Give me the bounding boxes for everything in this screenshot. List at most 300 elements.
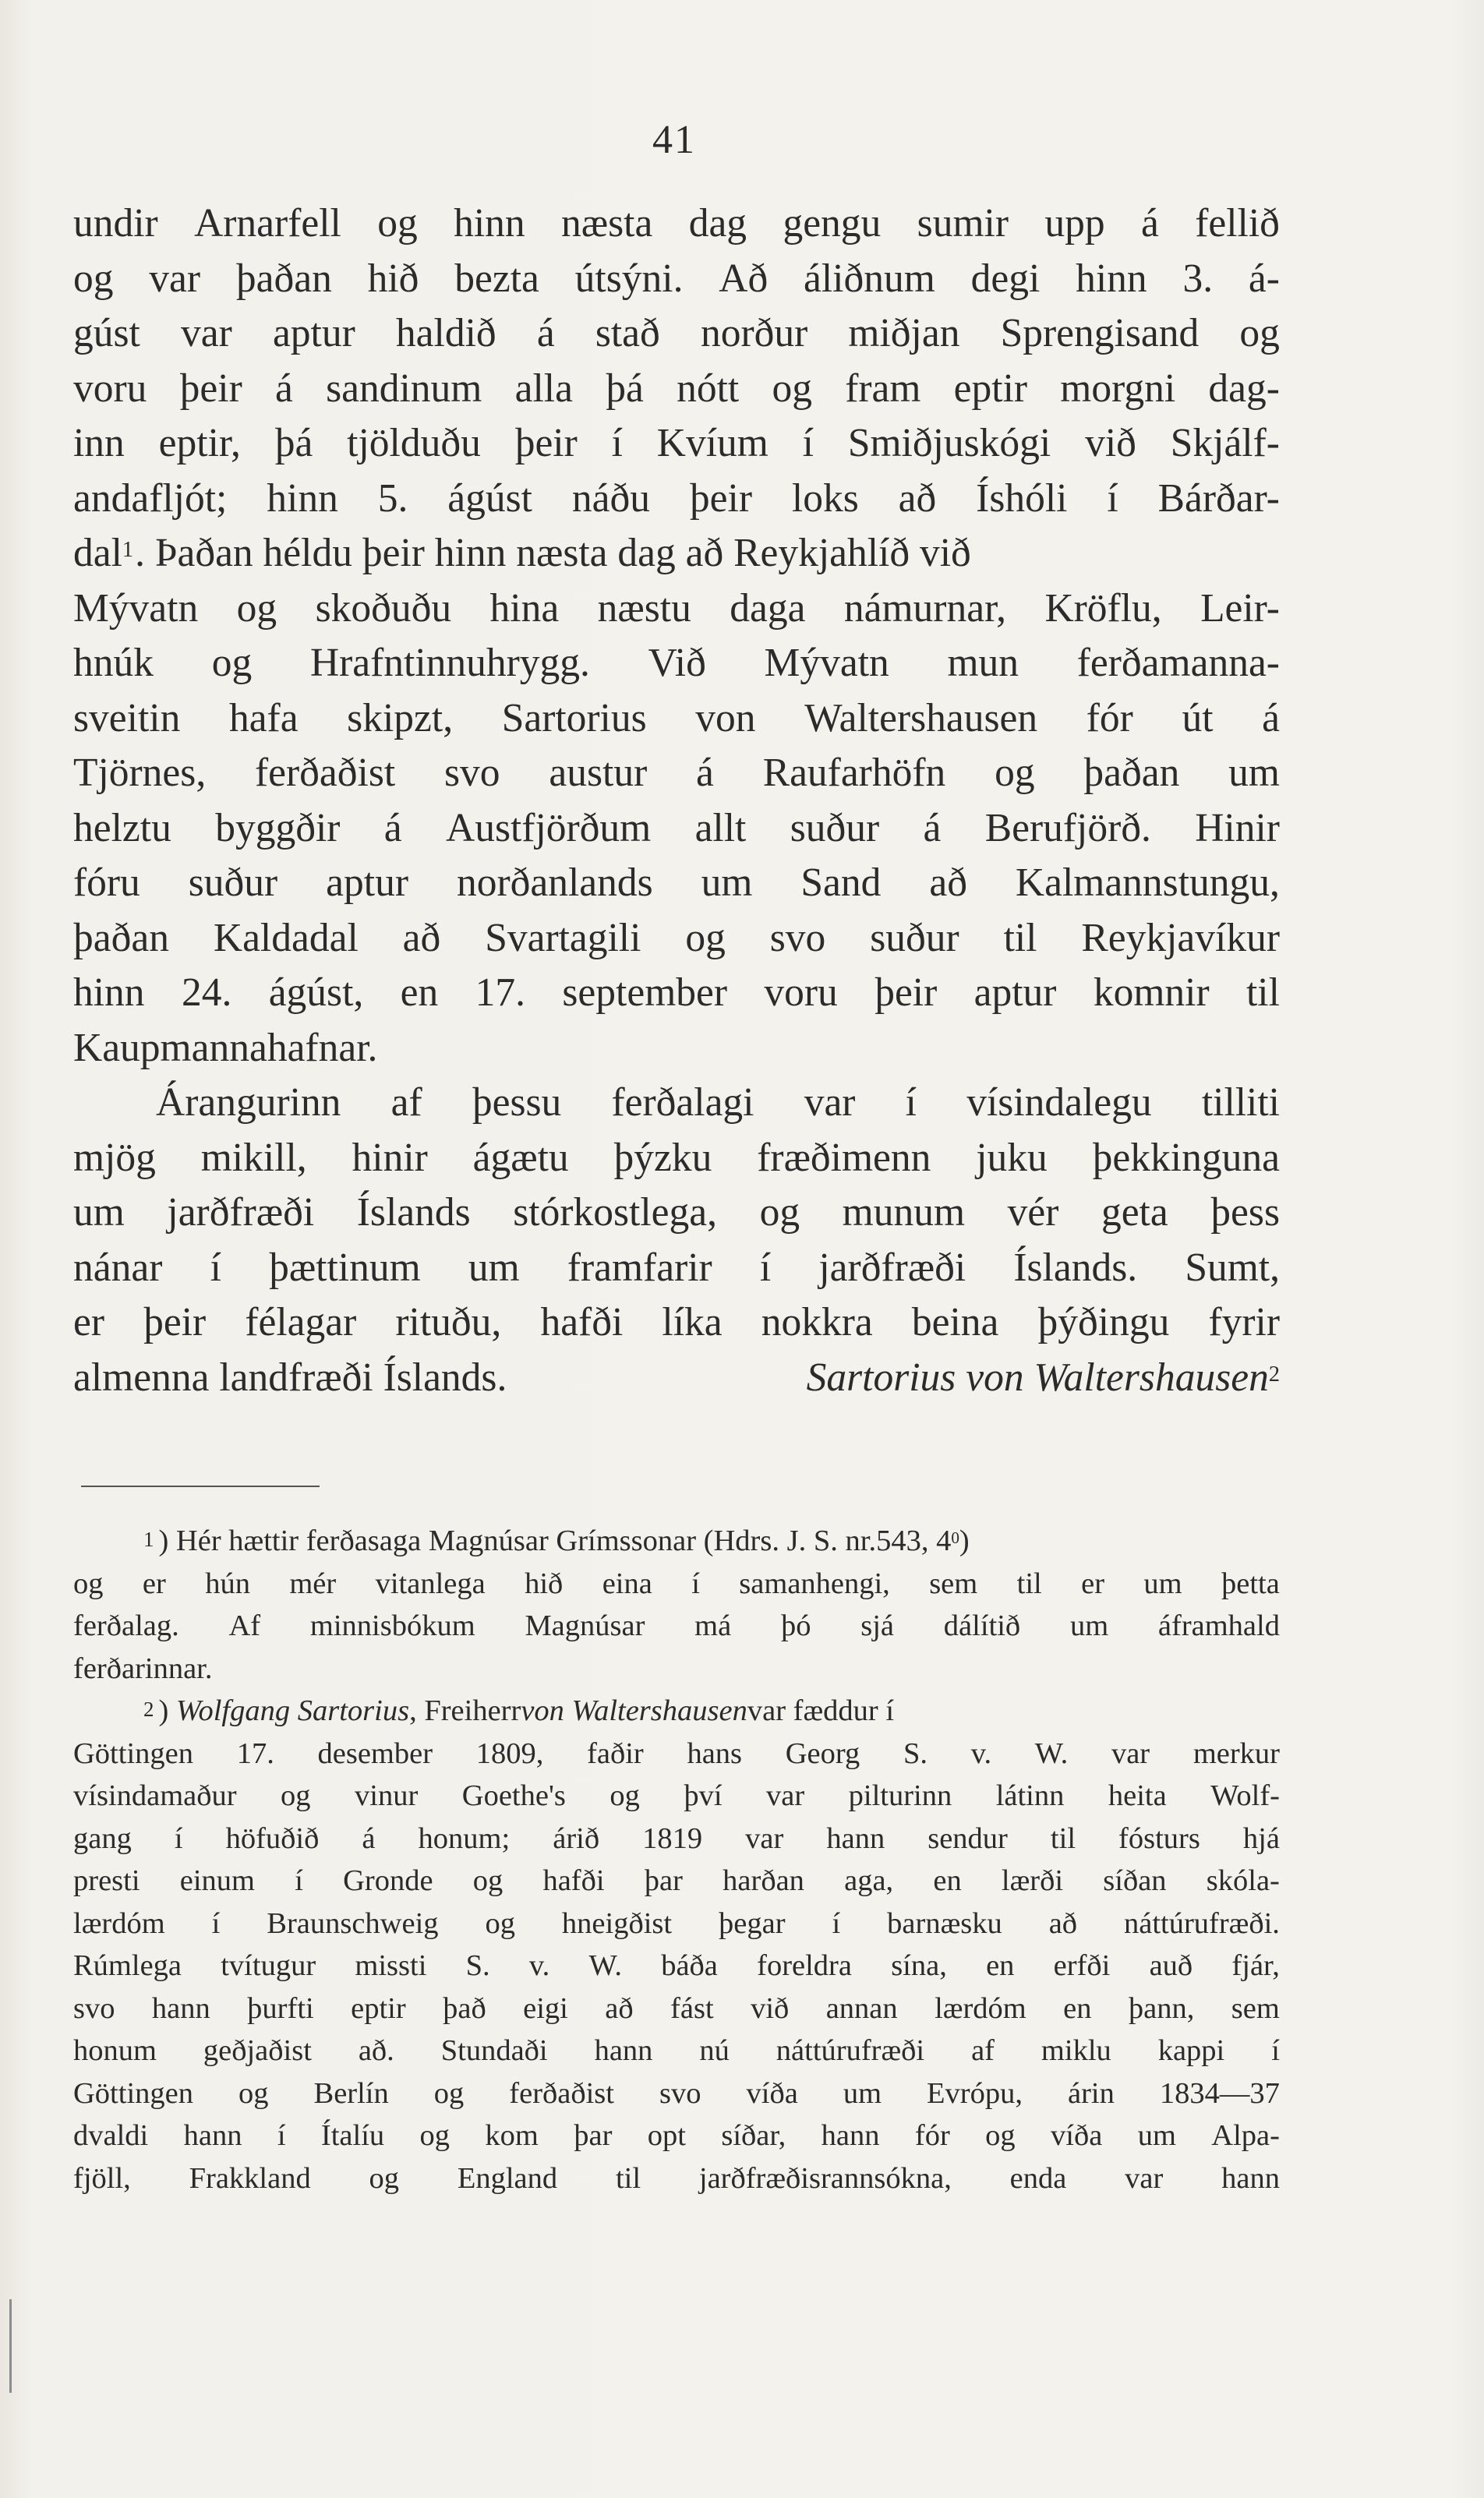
word: hann [1221,2161,1280,2195]
word: hafði [540,1300,624,1344]
word: og [419,2119,450,2152]
word: að. [358,2034,394,2067]
word: til [1050,1821,1076,1855]
word: annan [825,1991,898,2025]
word: þeir [179,366,242,411]
word: geta [1101,1190,1168,1235]
word: erfði [1053,1949,1111,1982]
word: þar [574,2119,613,2152]
word: Íslands [356,1190,471,1235]
word: 5. [377,475,408,521]
word: á [362,1821,376,1855]
word: Skjálf- [1170,421,1280,465]
word: hann [594,2034,653,2067]
word: mjög [73,1135,156,1180]
word: Kalmannstungu, [1015,860,1280,905]
word: síðar, [721,2119,786,2152]
word: eigi [523,1991,568,2025]
footnote-ref-2: 2 [1268,1362,1280,1387]
word: út [1182,695,1214,740]
word: árið [553,1821,600,1855]
footnote-2-line-1: 2 ) Wolfgang Sartorius, Freiherrvon Waltershausenvar fæddur í [143,1690,894,1733]
word: en [986,1949,1015,1982]
body-line [73,911,1280,966]
word: hina [489,585,560,631]
word: og [485,1906,515,1940]
word: Braunschweig [267,1906,439,1940]
word: næsta [561,201,653,246]
footnote-line [73,1945,1280,1987]
word: jarðfræði [167,1190,315,1235]
body-line-text: . Þaðan héldu þeir hinn næsta dag að Reykjahlíð við [135,531,971,575]
word: nánar [73,1245,163,1290]
word: sumir [917,201,1009,246]
italic-name: Sartorius von Waltershausen$^2$ [806,1355,1280,1400]
word: sveitin [73,695,181,740]
word: í [210,1245,221,1290]
word: inn [73,421,125,465]
word: hann [183,2119,242,2152]
word: Frakkland [189,2161,311,2195]
word: Sand [800,860,882,905]
word: hið [525,1567,564,1600]
word: til [1246,970,1280,1015]
word: hún [205,1567,250,1600]
word: gúst [73,311,140,355]
word: í [691,1567,700,1600]
word: hans [687,1737,743,1770]
word: um [468,1245,520,1290]
word: Austfjörðum [446,805,652,850]
word: var [804,1080,856,1125]
word: fram [845,366,921,411]
word: Sumt, [1185,1245,1280,1290]
word: við [1085,421,1136,465]
word: á [1262,695,1280,740]
word: helztu [73,805,171,850]
word: þar [644,1864,683,1897]
footnote-ref-1: 1 [122,538,134,562]
footnote-line [73,2030,1280,2072]
word: jarðfræðisrannsókna, [698,2161,952,2195]
word: aga, [844,1864,894,1897]
word: voru [764,970,838,1015]
word: Reykjavíkur [1081,915,1280,960]
word: Wolf- [1210,1779,1280,1812]
word: Íslands. [1013,1245,1138,1290]
word: W. [1034,1737,1069,1770]
word: var [1125,2161,1164,2195]
word: Svartagili [485,915,641,960]
word: skoðuðu [315,585,452,631]
body-line-text: almenna landfræði Íslands. [73,1355,507,1400]
word: í [174,1821,183,1855]
word: þekkinguna [1092,1135,1280,1180]
word: Georg [785,1737,860,1770]
word: suður [790,805,880,850]
word: og [610,1779,640,1812]
word: fræðimenn [757,1135,931,1180]
word: náðu [571,475,650,521]
word: gengu [783,201,882,246]
word: á [274,366,293,411]
word: hnúk [73,641,154,685]
word: hneigðist [561,1906,673,1940]
word: skóla- [1206,1864,1280,1897]
word: eptir, [158,421,241,465]
word: og [281,1779,311,1812]
word: hann [826,1821,885,1855]
word: í [759,1245,772,1290]
word: Að [719,256,768,301]
word: foreldra [757,1949,852,1982]
word: Arnarfell [194,201,341,246]
word: er [1081,1567,1105,1600]
word: 1819 [642,1821,703,1855]
word: 24. [181,970,232,1015]
word: nótt [677,366,740,411]
word: þaðan [1083,751,1180,795]
word: hinn [454,201,525,246]
word: 17. [475,970,526,1015]
word: í [905,1080,917,1125]
word: að [929,860,967,905]
word: þessu [472,1080,562,1125]
word: þaðan [235,256,332,301]
word: England [457,2161,558,2195]
footnote-line [73,2157,1280,2200]
word: loks [791,475,859,521]
word: aptur [973,970,1057,1015]
body-line [73,252,1280,307]
word: Hinir [1195,805,1280,850]
word: og [772,366,812,411]
word: dag [688,201,747,246]
word: þættinum [269,1245,421,1290]
word: vinur [355,1779,419,1812]
word: í [1271,2034,1280,2067]
word: Sprengisand [1000,311,1200,355]
word: þá [274,421,313,465]
footnote-divider [81,1486,320,1487]
word: auð [1149,1949,1193,1982]
word: S. [903,1737,928,1770]
word: Tjörnes, [73,751,207,795]
word: svo [659,2076,701,2110]
word: látinn [995,1779,1065,1812]
word: komnir [1093,970,1210,1015]
word: á [923,805,942,850]
word: fór [1086,695,1133,740]
word: eina [602,1567,652,1600]
word: Berufjörð. [984,805,1151,850]
word: um [843,2076,882,2110]
body-line [73,636,1280,691]
word: má [694,1609,732,1642]
word: Hrafntinnuhrygg. [309,641,590,685]
word: í [277,2119,286,2152]
word: alla [514,366,573,411]
word: í [832,1906,841,1940]
word: á [696,751,714,795]
body-line-text: Kaupmannahafnar. [73,1025,378,1070]
word: sína, [891,1949,947,1982]
body-line [73,1241,1280,1296]
word: var [149,256,201,301]
word: vísindamaður [73,1779,237,1812]
word: báða [661,1949,718,1982]
word: og [1239,311,1280,355]
word: degi [970,256,1041,301]
word: náttúrufræði. [1123,1906,1280,1940]
word: miklu [1041,2034,1111,2067]
word: ágúst [447,475,532,521]
word: honum [73,2034,157,2067]
word: námurnar, [843,585,1007,631]
word: ferðalagi [611,1080,754,1125]
body-line [73,746,1280,801]
body-line-text: dal [73,531,122,575]
word: vitanlega [375,1567,486,1600]
word: náttúrufræði [776,2034,925,2067]
body-line [73,306,1280,362]
word: en [400,970,439,1015]
word: og [73,1567,104,1600]
word: er [142,1567,166,1600]
word: af [390,1080,422,1125]
footnote-text: ferðarinnar. [73,1652,213,1685]
word: nokkra [761,1300,873,1344]
word: á [1140,201,1159,246]
word: Leir- [1200,585,1280,631]
word: desember [317,1737,433,1770]
footnote-line [73,1563,1280,1606]
word: Bárðar- [1157,475,1280,521]
word: Sartorius [501,695,647,740]
word: og [377,201,418,246]
footnote-line [73,1690,1280,1733]
word: jarðfræði [818,1245,966,1290]
word: fást [670,1991,714,2025]
word: juku [976,1135,1048,1180]
word: sandinum [326,366,482,411]
word: Göttingen [73,2076,193,2110]
word: einum [179,1864,255,1897]
word: var [765,1779,805,1812]
word: árin [1068,2076,1115,2110]
word: Evrópu, [927,2076,1023,2110]
word: v. [528,1949,550,1982]
word: um [1143,1567,1182,1600]
word: fjár, [1231,1949,1280,1982]
word: byggðir [215,805,341,850]
word: Goethe's [461,1779,566,1812]
footnote-line [73,1987,1280,2030]
word: enda [1009,2161,1067,2195]
body-line [73,362,1280,417]
word: beina [911,1300,999,1344]
word: Íshóli [976,475,1068,521]
word: þeir [143,1300,207,1344]
word: lærði [1001,1864,1064,1897]
word: áframhald [1157,1609,1280,1642]
word: til [1016,1567,1042,1600]
word: lærdóm [73,1906,165,1940]
word: daga [730,585,806,631]
word: dálítið [943,1609,1021,1642]
word: Kaldadal [213,915,359,960]
word: var [1111,1737,1150,1770]
word: þýzku [613,1135,712,1180]
word: 1809, [475,1737,544,1770]
footnote-line [73,1733,1280,1775]
body-line [73,472,1280,527]
word: missti [355,1949,427,1982]
word: dvaldi [73,2119,149,2152]
word: heita [1108,1779,1167,1812]
word: og [472,1864,504,1897]
word: næstu [597,585,691,631]
word: hann [821,2119,880,2152]
word: W. [588,1949,622,1982]
word: nú [699,2034,730,2067]
word: Mývatn [764,641,889,685]
word: andafljót; [73,475,228,521]
footnote-line [73,2115,1280,2157]
word: vísindalegu [966,1080,1152,1125]
word: mikill, [200,1135,307,1180]
word: og [369,2161,400,2195]
word: þetta [1221,1567,1280,1600]
word: v. [970,1737,992,1770]
word: hið [367,256,419,301]
word: síðan [1103,1864,1167,1897]
word: suður [870,915,959,960]
word: hjá [1242,1821,1280,1855]
word: merkur [1192,1737,1280,1770]
word: er [73,1300,105,1344]
word: samanhengi, [739,1567,890,1600]
word: ferðaðist [255,751,396,795]
word: svo [73,1991,115,2025]
body-line [73,1021,1280,1076]
word: ferðaðist [509,2076,614,2110]
word: á [383,805,402,850]
word: og [995,751,1035,795]
body-line [73,691,1280,747]
word: stað [595,311,660,355]
word: honum; [418,1821,511,1855]
word: austur [549,751,648,795]
body-line [73,581,1280,637]
word: harðan [723,1864,804,1897]
word: opt [647,2119,686,2152]
word: kappi [1157,2034,1225,2067]
body-line [73,856,1280,911]
word: voru [73,366,147,411]
word: Árangurinn [156,1080,341,1125]
word: þó [780,1609,811,1642]
footnote-line [73,1860,1280,1903]
word: Mývatn [73,585,199,631]
word: þeir [514,421,578,465]
word: Göttingen [73,1737,193,1770]
page-edge-mark [9,2299,12,2393]
body-line [73,196,1280,252]
word: suður [188,860,278,905]
word: og [238,2076,269,2110]
word: hinir [352,1135,428,1180]
word: í [211,1906,221,1940]
word: þeir [874,970,938,1015]
word: á [536,311,555,355]
word: gang [73,1821,132,1855]
word: fóru [73,860,140,905]
word: Ítalíu [320,2119,385,2152]
word: og [985,2119,1016,2152]
word: Af [228,1609,261,1642]
word: 1834—37 [1159,2076,1280,2110]
word: svo [769,915,826,960]
word: von [695,695,756,740]
word: norður [700,311,808,355]
word: sem [1231,1991,1280,2025]
word: fór [914,2119,950,2152]
footnote-line [73,1775,1280,1818]
word: en [1063,1991,1092,2025]
word: aptur [326,860,408,905]
word: þess [1210,1190,1280,1235]
word: fellið [1195,201,1280,246]
word: munum [842,1190,966,1235]
word: hinn [1076,256,1147,301]
word: rituðu, [395,1300,502,1344]
word: en [933,1864,962,1897]
word: félagar [245,1300,357,1344]
word: af [971,2034,995,2067]
word: í [1107,475,1118,521]
word: Berlín [313,2076,389,2110]
word: Kröflu, [1044,585,1162,631]
word: þegar [719,1906,786,1940]
word: miðjan [848,311,960,355]
word: Gronde [343,1864,433,1897]
word: hafa [228,695,299,740]
word: ágúst, [268,970,364,1015]
word: svo [444,751,500,795]
word: geðjaðist [203,2034,312,2067]
word: þaðan [73,915,169,960]
word: Smiðjuskógi [847,421,1051,465]
word: tilliti [1201,1080,1280,1125]
word: Raufarhöfn [762,751,946,795]
word: undir [73,201,158,246]
body-line [73,1131,1280,1186]
word: Við [648,641,706,685]
word: allt [694,805,747,850]
word: þeir [689,475,752,521]
word: í [611,421,623,465]
word: var [181,311,232,355]
word: fjöll, [73,2161,131,2195]
word: hann [151,1991,210,2025]
word: faðir [587,1737,644,1770]
word: þurfti [247,1991,314,2025]
word: mun [947,641,1019,685]
body-line [73,801,1280,857]
word: framfarir [567,1245,712,1290]
footnote-1-line-1: 1 ) Hér hættir ferðasaga Magnúsar Grímssonar (Hdrs. J. S. nr.543, $4^0$) [143,1520,970,1563]
